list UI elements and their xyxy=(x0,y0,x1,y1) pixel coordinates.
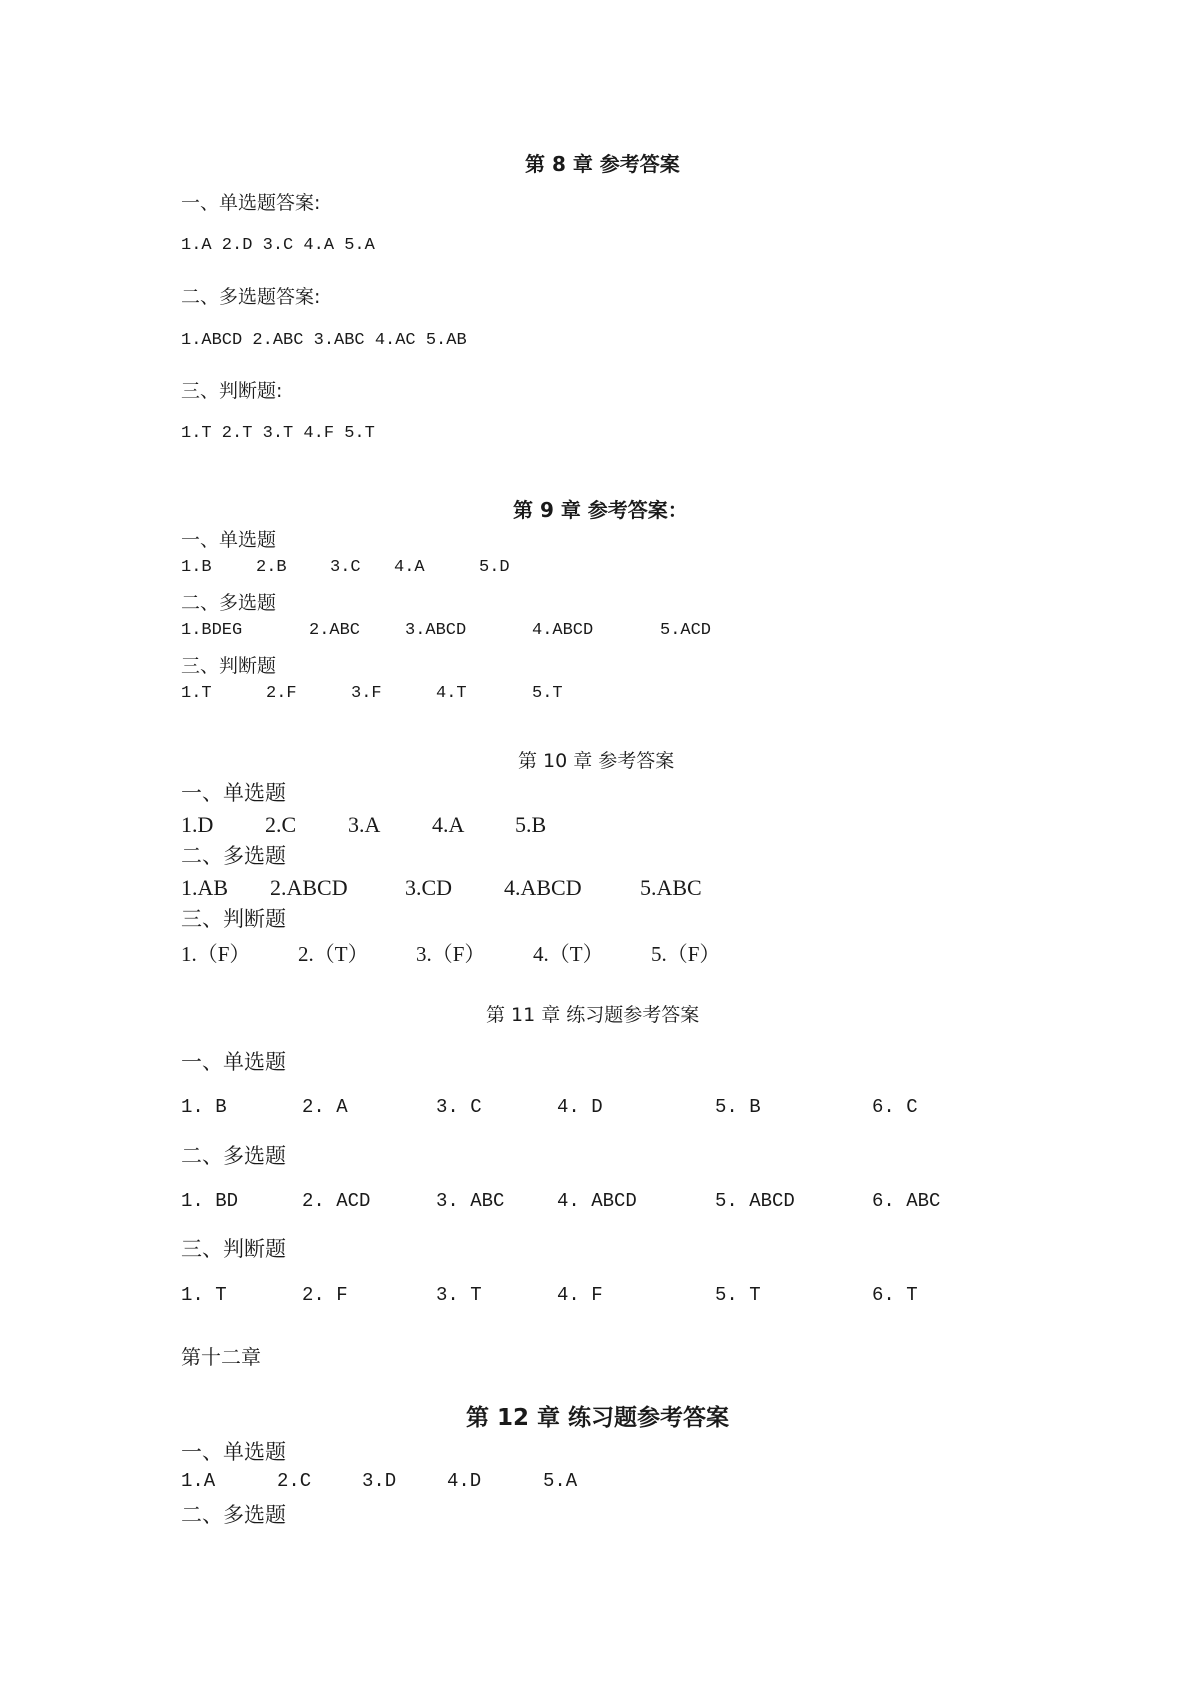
chapter-10-title: 第 10 章 参考答案 xyxy=(518,750,675,772)
answer-item: 5.（F） xyxy=(651,942,721,966)
answer-item: 3.D xyxy=(362,1470,397,1492)
answer-item: 5. T xyxy=(715,1284,761,1306)
answer-item: 4.（T） xyxy=(533,942,604,966)
answer-item: 3.CD xyxy=(405,875,453,900)
answer-item: 3.C xyxy=(330,558,361,577)
chapter-11-judge-heading: 三、判断题 xyxy=(181,1237,286,1261)
answer-item: 4.A xyxy=(432,812,465,837)
chapter-10-multi-heading: 二、多选题 xyxy=(181,844,286,868)
answer-item: 4.ABCD xyxy=(504,875,582,900)
answer-item: 6. C xyxy=(872,1096,918,1118)
answer-item: 1. B xyxy=(181,1096,227,1118)
answer-item: 3. T xyxy=(436,1284,482,1306)
answer-item: 4. ABCD xyxy=(557,1190,637,1212)
chapter-8-single-heading: 一、单选题答案: xyxy=(181,192,321,214)
answer-item: 5.ABC xyxy=(640,875,702,900)
answer-item: 4.ABCD xyxy=(532,621,594,640)
answer-item: 1.AB xyxy=(181,875,229,900)
answer-item: 4.A xyxy=(394,558,425,577)
chapter-10-single-heading: 一、单选题 xyxy=(181,781,286,805)
answer-item: 4.T xyxy=(436,684,467,703)
answer-item: 2. A xyxy=(302,1096,348,1118)
chapter-12-single-heading: 一、单选题 xyxy=(181,1440,286,1464)
answer-item: 2.C xyxy=(277,1470,312,1492)
answer-item: 3.（F） xyxy=(416,942,486,966)
answer-item: 6. T xyxy=(872,1284,918,1306)
answer-item: 2.ABCD xyxy=(270,875,348,900)
answer-item: 2.B xyxy=(256,558,287,577)
answer-item: 1.BDEG xyxy=(181,621,243,640)
answer-item: 3. ABC xyxy=(436,1190,505,1212)
answer-item: 2.ABC xyxy=(309,621,361,640)
chapter-8-multi-answers: 1.ABCD 2.ABC 3.ABC 4.AC 5.AB xyxy=(181,331,467,350)
chapter-12-title: 第 12 章 练习题参考答案 xyxy=(466,1405,730,1431)
answer-item: 5. B xyxy=(715,1096,761,1118)
chapter-8-judge-answers: 1.T 2.T 3.T 4.F 5.T xyxy=(181,424,375,443)
chapter-10-judge-heading: 三、判断题 xyxy=(181,907,286,931)
answer-item: 4. D xyxy=(557,1096,603,1118)
chapter-8-single-answers: 1.A 2.D 3.C 4.A 5.A xyxy=(181,236,375,255)
answer-item: 5.A xyxy=(543,1470,578,1492)
answer-item: 2. F xyxy=(302,1284,348,1306)
answer-item: 1.B xyxy=(181,558,212,577)
chapter-8-title: 第 8 章 参考答案 xyxy=(525,152,680,176)
answer-item: 4. F xyxy=(557,1284,603,1306)
answer-item: 3.A xyxy=(348,812,381,837)
chapter-9-judge-heading: 三、判断题 xyxy=(181,655,277,677)
chapter-11-single-heading: 一、单选题 xyxy=(181,1050,286,1074)
answer-item: 4.D xyxy=(447,1470,482,1492)
chapter-9-multi-heading: 二、多选题 xyxy=(181,592,277,614)
chapter-8-judge-heading: 三、判断题: xyxy=(181,380,283,402)
chapter-9-title: 第 9 章 参考答案： xyxy=(513,498,688,522)
chapter-11-multi-heading: 二、多选题 xyxy=(181,1144,286,1168)
chapter-12-label: 第十二章 xyxy=(181,1345,261,1369)
answer-item: 5.T xyxy=(532,684,563,703)
answer-item: 1.T xyxy=(181,684,212,703)
answer-item: 3.ABCD xyxy=(405,621,467,640)
answer-item: 3. C xyxy=(436,1096,482,1118)
answer-item: 5.D xyxy=(479,558,510,577)
answer-item: 1.D xyxy=(181,812,214,837)
answer-item: 2.F xyxy=(266,684,297,703)
chapter-11-title: 第 11 章 练习题参考答案 xyxy=(486,1004,700,1026)
answer-item: 5.ACD xyxy=(660,621,712,640)
answer-item: 2.（T） xyxy=(298,942,369,966)
answer-item: 5. ABCD xyxy=(715,1190,795,1212)
chapter-12-multi-heading: 二、多选题 xyxy=(181,1503,286,1527)
answer-item: 2. ACD xyxy=(302,1190,371,1212)
answer-item: 2.C xyxy=(265,812,297,837)
answer-item: 1. T xyxy=(181,1284,227,1306)
answer-item: 1. BD xyxy=(181,1190,239,1212)
answer-item: 6. ABC xyxy=(872,1190,941,1212)
answer-item: 5.B xyxy=(515,812,547,837)
answer-item: 1.（F） xyxy=(181,942,251,966)
answer-item: 3.F xyxy=(351,684,382,703)
chapter-8-multi-heading: 二、多选题答案: xyxy=(181,286,321,308)
answer-item: 1.A xyxy=(181,1470,216,1492)
chapter-9-single-heading: 一、单选题 xyxy=(181,529,277,551)
